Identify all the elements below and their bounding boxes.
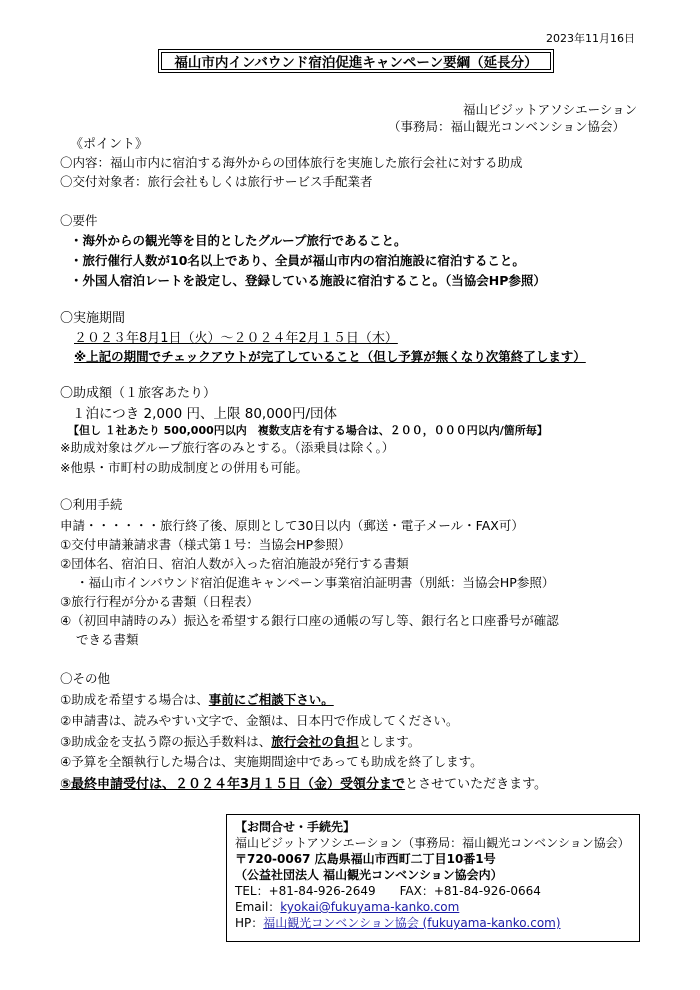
procedure-apply: 申請・・・・・・旅行終了後、原則として30日以内（郵送・電子メール・FAX可）	[60, 518, 524, 533]
amount-heading: 〇助成額（１旅客あたり）	[60, 386, 217, 401]
points-target: 〇交付対象者：旅行会社もしくは旅行サービス手配業者	[60, 174, 373, 189]
contact-phone-fax: TEL：+81-84-926-2649 FAX：+81-84-926-0664	[235, 884, 541, 898]
points-heading: 《ポイント》	[70, 137, 149, 152]
others-item-2: ②申請書は、読みやすい文字で、金額は、日本円で作成してください。	[60, 713, 459, 728]
others-text: とします。	[358, 734, 421, 749]
email-label: Email：	[235, 900, 281, 914]
period-heading: 〇実施期間	[60, 311, 126, 326]
others-item-3	[60, 732, 420, 750]
document-date: 2023年11月16日	[546, 32, 635, 45]
document-title	[158, 49, 554, 73]
others-text: とさせていただきます。	[405, 777, 548, 792]
amount-note-1: ※助成対象はグループ旅行客のみとする。（添乗員は除く。）	[60, 440, 395, 455]
amount-detail: 【但し １社あたり 500,000円以内 複数支店を有する場合は、２００，０００円以内/箇所毎】	[68, 424, 548, 437]
contact-email-row	[235, 899, 631, 915]
requirement-item: ・旅行催行人数が10名以上であり、全員が福山市内の宿泊施設に宿泊すること。	[70, 253, 525, 268]
amount-main: １泊につき 2,000 円、上限 80,000円/団体	[72, 406, 338, 422]
others-item-5	[60, 773, 547, 792]
contact-corporation: （公益社団法人 福山観光コンベンション協会内）	[235, 868, 503, 882]
contact-heading: 【お問合せ・手続先】	[235, 820, 356, 834]
others-heading: 〇その他	[60, 671, 111, 686]
contact-box	[226, 814, 640, 942]
requirement-item: ・海外からの観光等を目的としたグループ旅行であること。	[70, 233, 407, 248]
homepage-link[interactable]: 福山観光コンベンション協会 (fukuyama-kanko.com)	[263, 916, 561, 930]
points-content: 〇内容：福山市内に宿泊する海外からの団体旅行を実施した旅行会社に対する助成	[60, 155, 523, 170]
contact-address: 〒720-0067 広島県福山市西町二丁目10番1号	[235, 852, 496, 866]
procedure-item: ③旅行行程が分かる書類（日程表）	[60, 594, 259, 609]
hp-label: HP：	[235, 916, 264, 930]
procedure-item: できる書類	[76, 632, 139, 647]
amount-note-2: ※他県・市町村の助成制度との併用も可能。	[60, 460, 308, 475]
organization-name: 福山ビジットアソシエーション	[463, 102, 638, 117]
others-item-1	[60, 690, 334, 708]
others-item-4: ④予算を全額執行した場合は、実施期間途中であっても助成を終了します。	[60, 754, 483, 769]
requirements-heading: 〇要件	[60, 213, 98, 228]
contact-hp-row	[235, 915, 631, 931]
procedure-item: ・福山市インバウンド宿泊促進キャンペーン事業宿泊証明書（別紙：当協会HP参照）	[76, 575, 555, 590]
others-emphasis: ⑤最終申請受付は、２０２４年3月１５日（金）受領分まで	[60, 777, 406, 792]
period-note: ※上記の期間でチェックアウトが完了していること（但し予算が無くなり次第終了します）	[74, 349, 586, 364]
period-dates: ２０２３年8月1日（火）～２０２４年2月１５日（木）	[74, 331, 398, 346]
procedure-item: ②団体名、宿泊日、宿泊人数が入った宿泊施設が発行する書類	[60, 556, 409, 571]
contact-organization: 福山ビジットアソシエーション（事務局：福山観光コンベンション協会）	[235, 836, 630, 850]
others-text: ①助成を希望する場合は、	[60, 692, 209, 707]
title-text: 福山市内インバウンド宿泊促進キャンペーン要綱（延長分）	[174, 55, 538, 71]
procedure-item: ④（初回申請時のみ）振込を希望する銀行口座の通帳の写し等、銀行名と口座番号が確認	[60, 613, 559, 628]
procedure-heading: 〇利用手続	[60, 497, 123, 512]
others-emphasis: 旅行会社の負担	[271, 734, 359, 749]
requirement-item: ・外国人宿泊レートを設定し、登録している施設に宿泊すること。（当協会HP参照）	[70, 273, 546, 288]
secretariat-name: （事務局：福山観光コンベンション協会）	[388, 119, 625, 134]
others-emphasis: 事前にご相談下さい。	[208, 692, 334, 707]
procedure-item: ①交付申請兼請求書（様式第１号：当協会HP参照）	[60, 537, 351, 552]
others-text: ③助成金を支払う際の振込手数料は、	[60, 734, 272, 749]
email-link[interactable]: kyokai@fukuyama-kanko.com	[280, 900, 460, 914]
